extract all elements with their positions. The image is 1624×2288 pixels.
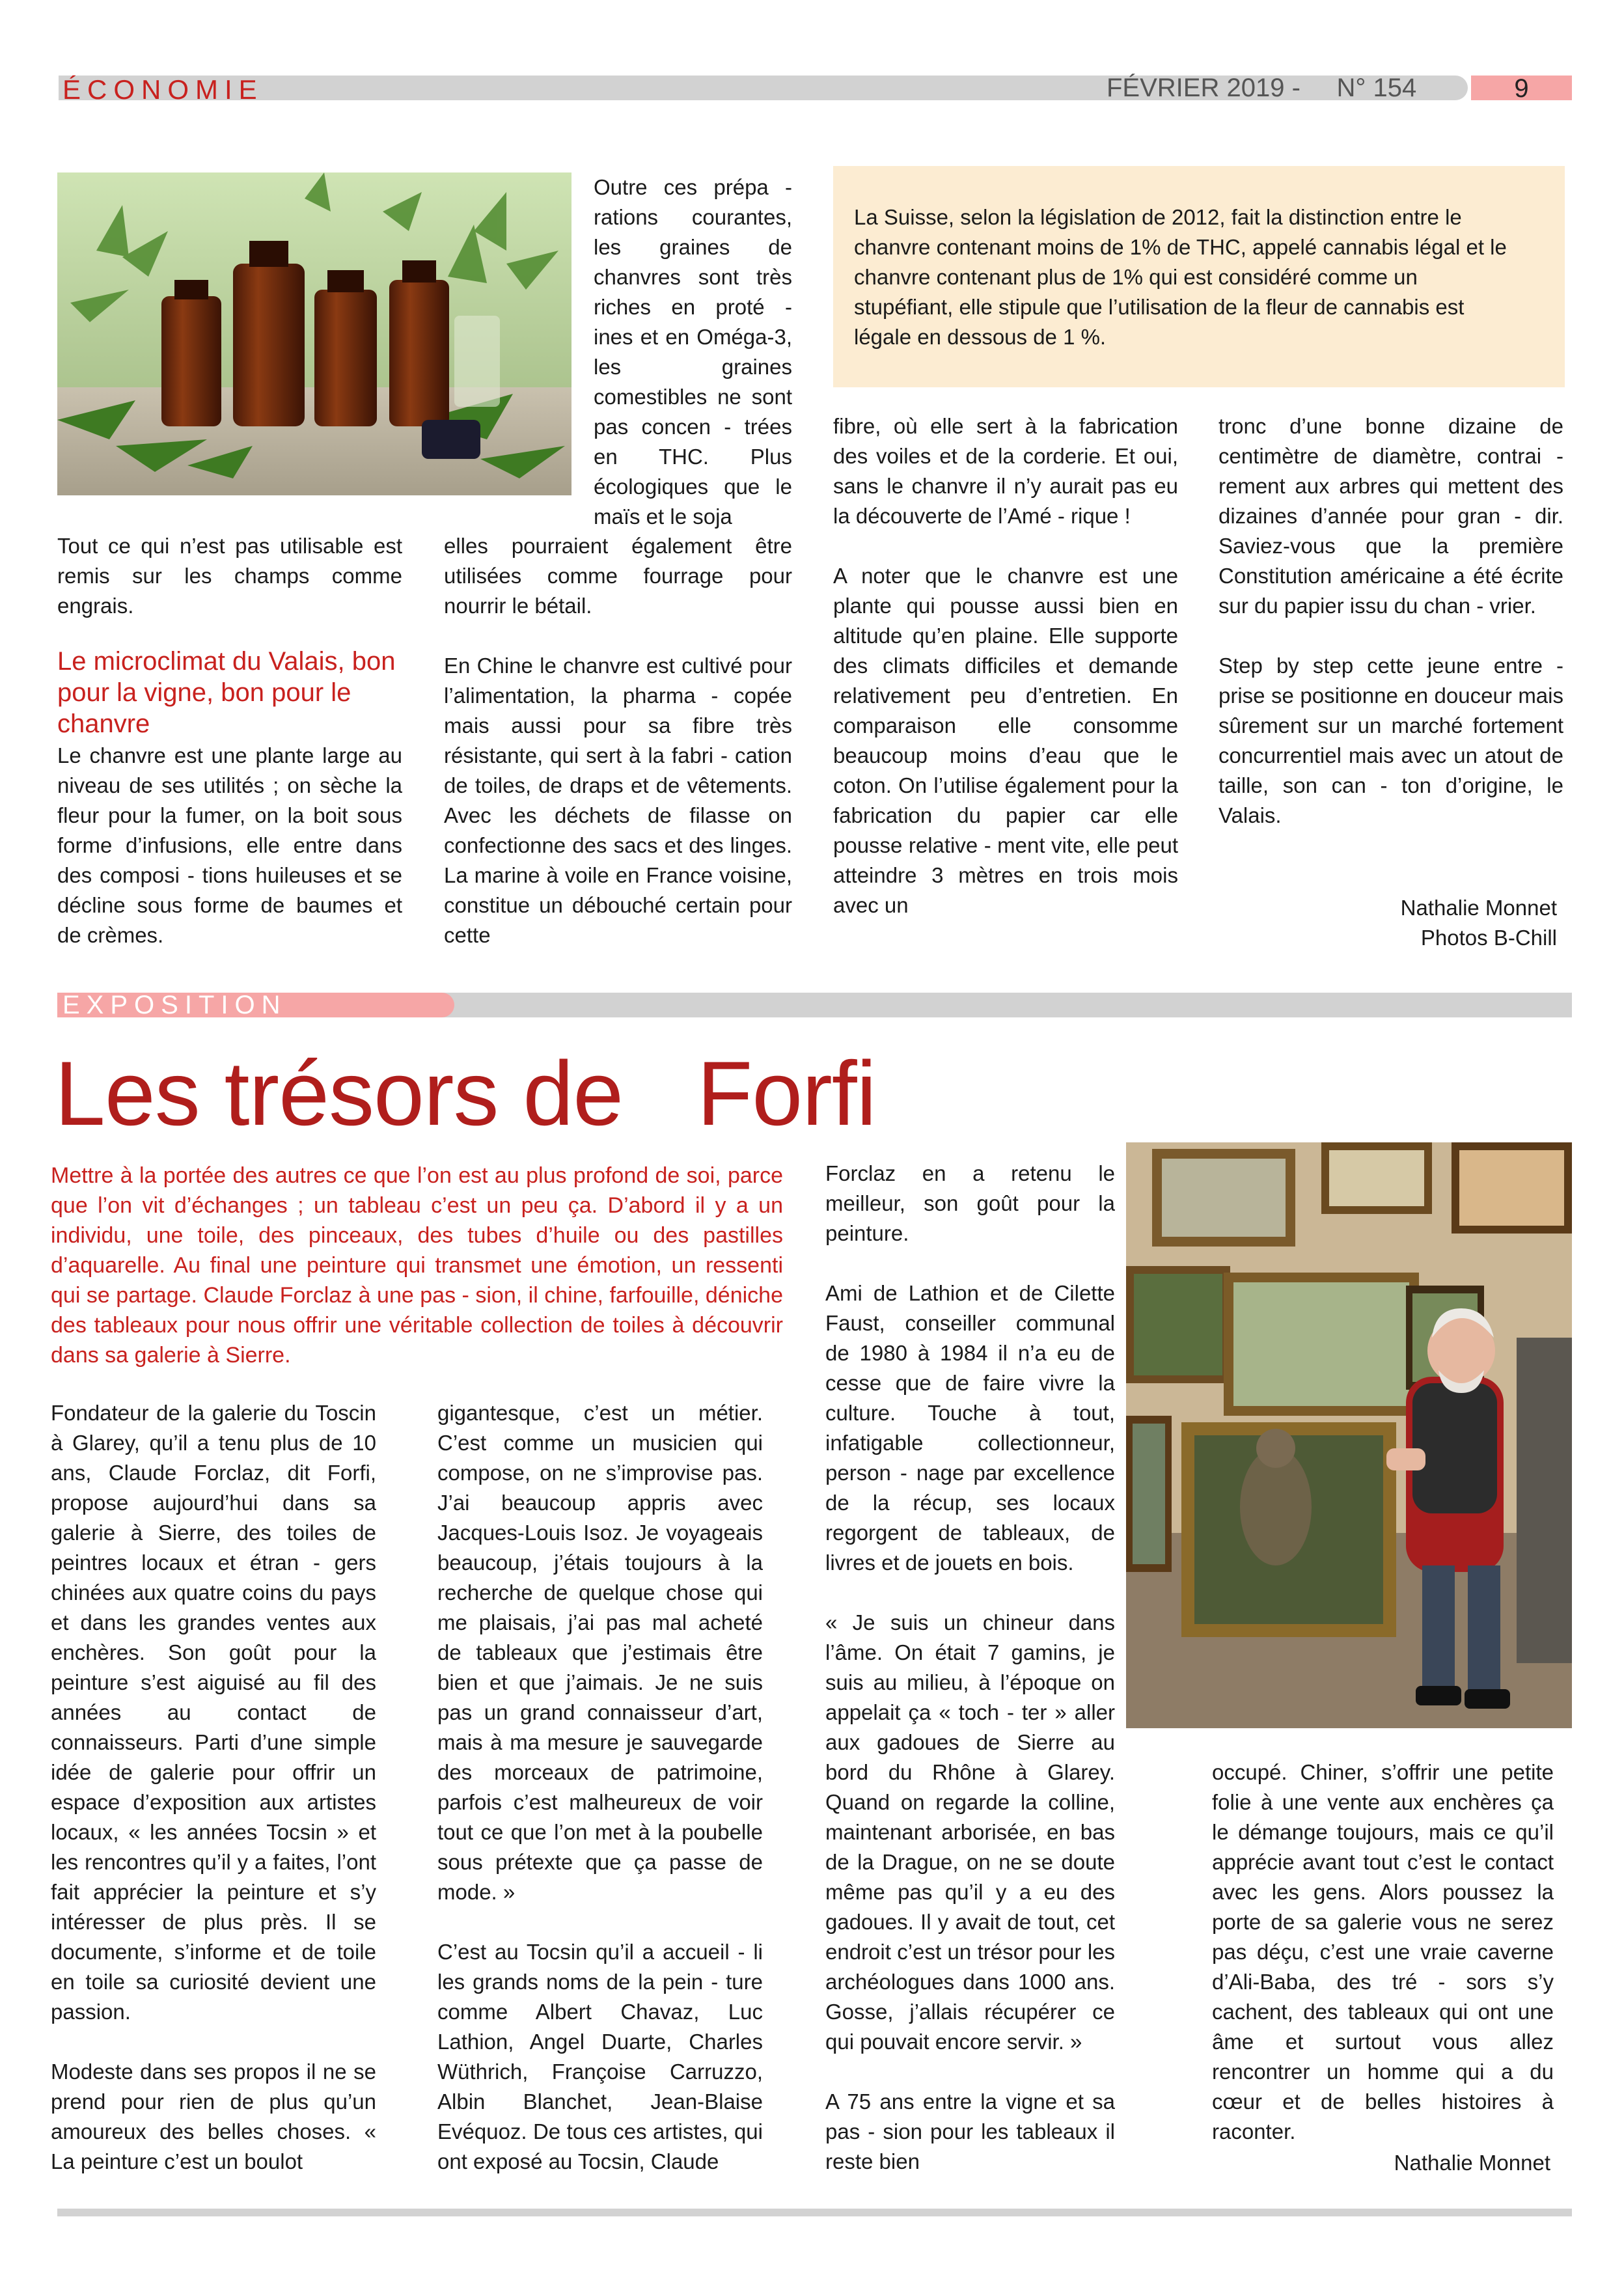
article2-col3-paragraph: A 75 ans entre la vigne et sa pas - sion pour les tableaux il reste bien (825, 2089, 1115, 2173)
article2-col3-paragraph: Ami de Lathion et de Cilette Faust, conseiller communal de 1980 à 1984 il n’a eu de cesse que de faire vivre la culture. Touche à tout, infatigable collectionneur, person - nage par excellence de la récup, ses locaux regorgent de tableaux, de livres et de jouets en bois. (825, 1281, 1115, 1575)
article2-col3-paragraph: « Je suis un chineur dans l’âme. On était 7 gamins, je suis au milieu, à l’époque on appelait ça « toch - ter » aller aux gadoues de Sierre au bord du Rhône à Glarey. Quand on regarde la colline, maintenant arborisée, en bas de la Drague, on ne se doute même pas qu’il y a eu des gadoues. Il y avait de tout, cet endroit c’est un trésor pour les archéologues dans 1000 ans. Gosse, j’allais récupérer ce qui pouvait encore servir. » (825, 1610, 1115, 2054)
article2-lead: Mettre à la portée des autres ce que l’on est au plus profond de soi, parce que l’on vit d’échanges ; un tableau c’est un peu ça. D’abord il y a un individu, une toile, des pinceaux, des tubes d’huile ou des pastilles d’aquarelle. Au final une peinture qui transmet une émotion, un ressenti qui se partage. Claude Forclaz à une pas - sion, il chine, farfouille, déniche des tableaux pour nous offrir une véritable collection de toiles à découvrir dans sa galerie à Sierre. (51, 1163, 783, 1368)
article2-author: Nathalie Monnet (1394, 2151, 1550, 2175)
article1-col1-paragraph: Le chanvre est une plante large au niveau de ses utilités ; on sèche la fleur pour la fumer, on la boit sous forme d’infusions, elle entre dans des composi - tions huileuses et se décline sous forme de baumes et de crèmes. (57, 743, 402, 947)
article1-col3 (833, 411, 1178, 920)
exposition-label: EXPOSITION (62, 991, 287, 1019)
article1-author: Nathalie Monnet (1400, 896, 1557, 920)
article1-col2-paragraph: En Chine le chanvre est cultivé pour l’alimentation, la pharma - copée mais aussi pour sa fibre très résistante, qui sert à la fabri - cation de toiles, de draps et de vêtements. Avec les déchets de filasse on confectionne des sacs et des linges. La marine à voile en France voisine, constitue un débouché certain pour cette (444, 654, 792, 947)
article1-subhead: Le microclimat du Valais, bon pour la vigne, bon pour le chanvre (57, 647, 396, 738)
article1-col4-paragraph: tronc d’une bonne dizaine de centimètre de diamètre, contrai - rement aux arbres qui mettent des dizaines d’année pour gran - dir. Saviez-vous que la première Constitution américaine a été écrite sur du papier issu du chan - vrier. (1218, 414, 1563, 618)
article1-col3-paragraph: A noter que le chanvre est une plante qui pousse aussi bien en altitude qu’en plaine. Elle supporte des climats difficiles et demande relativement peu d’entretien. En comparaison elle consomme beaucoup moins d’eau que le coton. On l’utilise également pour la fabrication du papier car elle pousse relative - ment vite, elle peut atteindre 3 mètres en trois mois avec un (833, 564, 1178, 917)
issue-label: FÉVRIER 2019 - N° 154 (1107, 74, 1417, 102)
article1-col1-top: Outre ces prépa - rations courantes, les graines de chanvres sont très riches en proté - ines et en Oméga-3, les graines comestibles ne sont pas concen - trées en THC. Plus écologiques que le maïs et le soja (594, 175, 792, 529)
article1-col2-paragraph: elles pourraient également être utilisées comme fourrage pour nourrir le bétail. (444, 534, 792, 618)
article2-col3 (825, 1159, 1115, 2177)
gallery-photo (1126, 1142, 1572, 1728)
legal-info-box (833, 166, 1565, 387)
article2-col2-paragraph: gigantesque, c’est un métier. C’est comme un musicien qui compose, on ne s’improvise pas. J’ai beaucoup appris avec Jacques-Louis Isoz. Je voyageais beaucoup, j’étais toujours à la recherche de quelque chose qui me plaisais, j’ai pas mal acheté de tableaux que j’estimais être bien et que j’aimais. Je ne suis pas un grand connaisseur d’art, mais à ma mesure je sauvegarde des morceaux de patrimoine, parfois c’est malheureux de voir tout ce que l’on met à la poubelle sous prétexte que ça passe de mode. » (437, 1401, 763, 1904)
article1-col1-paragraph: Tout ce qui n’est pas utilisable est remis sur les champs comme engrais. (57, 534, 402, 618)
article2-col2 (437, 1398, 763, 2177)
article1-col4 (1218, 411, 1563, 831)
article2-col1-paragraph: Fondateur de la galerie du Toscin à Glarey, qu’il a tenu plus de 10 ans, Claude Forclaz, dit Forfi, propose aujourd’hui dans sa galerie à Sierre, des toiles de peintres locaux et étran - gers chinées aux quatre coins du pays et dans les grandes ventes aux enchères. Son goût pour la peinture s’est aiguisé au fil des années au contact de connaisseurs. Parti d’une simple idée de galerie pour offrir un espace d’exposition aux artistes locaux, « les années Tocsin » et les rencontres qu’il y a faites, l’ont fait apprécier la peinture et s’y intéresser de plus près. Il se documente, s’informe et de toile en toile sa curiosité devient une passion. (51, 1401, 376, 2024)
article1-col3-paragraph: fibre, où elle sert à la fabrication des voiles et de la corderie. Et oui, sans le chanvre il n’y aurait pas eu la découverte de l’Amé - rique ! (833, 414, 1178, 528)
hemp-oil-photo (57, 172, 571, 495)
article2-col1-paragraph: Modeste dans ses propos il ne se prend pour rien de plus qu’un amoureux des belles choses. « La peinture c’est un boulot (51, 2060, 376, 2173)
article2-col2-paragraph: C’est au Tocsin qu’il a accueil - li les grands noms de la pein - ture comme Albert Chavaz, Luc Lathion, Angel Duarte, Charles Wüthrich, Françoise Carruzzo, Albin Blanchet, Jean-Blaise Evéquoz. De tous ces artistes, qui ont exposé au Tocsin, Claude (437, 1940, 763, 2173)
article1-col4-paragraph: Step by step cette jeune entre - prise se positionne en douceur mais sûrement sur un marché fortement concurrentiel mais avec un atout de taille, son can - ton d’origine, le Valais. (1218, 654, 1563, 827)
article2-col3-paragraph: Forclaz en a retenu le meilleur, son goût pour la peinture. (825, 1161, 1115, 1245)
article1-photo-credit: Photos B-Chill (1420, 926, 1557, 950)
footer-bar (57, 2209, 1572, 2216)
article2-col1 (51, 1398, 376, 2177)
section-label: ÉCONOMIE (62, 74, 264, 105)
article2-col4-paragraph: occupé. Chiner, s’offrir une petite folie à une vente aux enchères ça le démange toujours, mais ce qu’il apprécie avant tout c’est le contact avec les gens. Alors poussez la porte de sa galerie vous ne serez pas déçu, c’est une vraie caverne d’Ali-Baba, des tré - sors s’y cachent, des tableaux qui ont une âme et surtout vous allez rencontrer un homme qui a du cœur et de belles histoires à raconter. (1212, 1760, 1554, 2143)
article2-col4 (1212, 1757, 1554, 2147)
page-number: 9 (1514, 74, 1529, 103)
legal-info-text: La Suisse, selon la législation de 2012, fait la distinction entre le chanvre contenant moins de 1% de THC, appelé cannabis légal et le chanvre contenant plus de 1% qui est considéré comme un stupéfiant, elle stipule que l’utilisation de la fleur de cannabis est légale en dessous de 1 %. (854, 205, 1507, 349)
article2-title: Les trésors de Forfi (55, 1042, 876, 1144)
article1-col2 (444, 531, 792, 950)
